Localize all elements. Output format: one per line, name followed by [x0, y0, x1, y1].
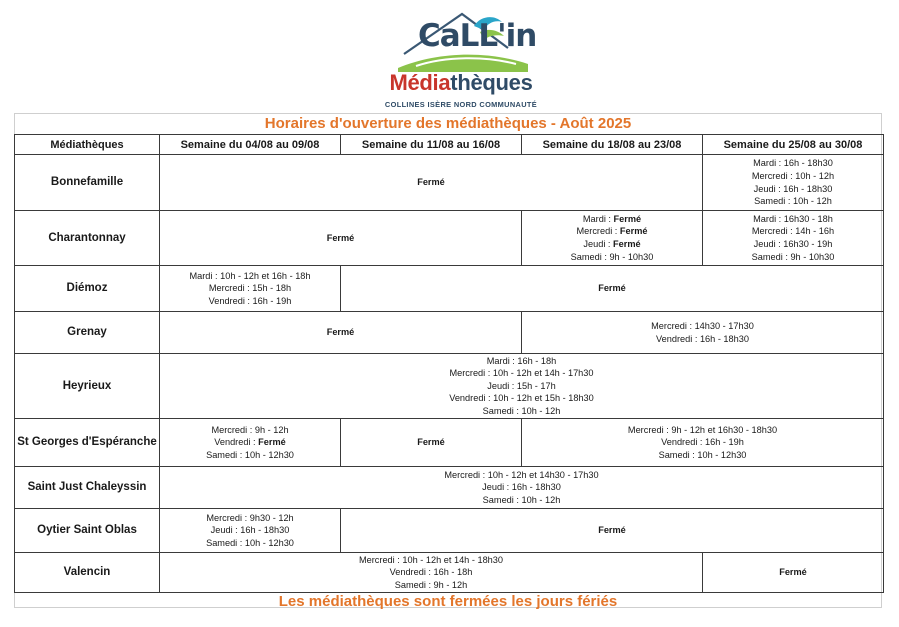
hours-line: [524, 449, 881, 462]
hours-value: 9h30 - 12h: [249, 512, 294, 523]
library-name: Grenay: [15, 312, 160, 354]
hours-value: 10h - 12h: [792, 196, 832, 207]
hours-line: [162, 392, 881, 405]
hours-line: [524, 333, 881, 346]
day-label: Samedi :: [754, 196, 793, 207]
library-row: [15, 354, 884, 419]
hours-value: 9h - 12h: [254, 424, 289, 435]
library-row: [15, 553, 884, 593]
hours-cell: [160, 266, 341, 312]
hours-value: 9h - 10h30: [790, 251, 835, 262]
hours-value: 15h - 17h: [516, 380, 556, 391]
hours-line: [705, 225, 881, 238]
hours-line: [705, 183, 881, 196]
header-week-2: Semaine du 11/08 au 16/08: [341, 135, 522, 155]
logo-title-part2: thèques: [450, 70, 533, 95]
hours-value: 9h - 10h30: [609, 251, 654, 262]
day-label: Mercredi :: [211, 424, 255, 435]
hours-value: 10h - 12h et 14h - 18h30: [402, 554, 504, 565]
day-label: Samedi :: [394, 579, 434, 590]
hours-value: 14h - 16h: [795, 226, 835, 237]
hours-line: [162, 494, 881, 507]
library-row: [15, 419, 884, 467]
library-row: [15, 312, 884, 354]
day-label: Mercredi :: [444, 469, 488, 480]
library-name: Diémoz: [15, 266, 160, 312]
hours-line: [162, 579, 700, 592]
day-label: Mardi :: [582, 213, 614, 224]
hours-cell: [522, 312, 884, 354]
hours-line: [524, 424, 881, 437]
day-label: Vendredi :: [449, 393, 494, 404]
hours-line: [705, 238, 881, 251]
hours-line: [162, 436, 338, 449]
hours-cell: [522, 419, 884, 467]
hours-line: [162, 481, 881, 494]
day-label: Vendredi :: [214, 437, 259, 448]
library-row: [15, 509, 884, 553]
day-label: Samedi :: [206, 537, 245, 548]
hours-line: [524, 225, 700, 238]
hours-line: [705, 213, 881, 226]
day-label: Jeudi :: [482, 482, 512, 493]
hours-line: [162, 537, 338, 550]
hours-cell: [703, 155, 884, 211]
day-label: Samedi :: [206, 449, 245, 460]
hours-value: Fermé: [613, 213, 642, 224]
library-name: Heyrieux: [15, 354, 160, 419]
hours-value: 15h - 18h: [252, 283, 292, 294]
hours-value: 10h - 12h et 16h - 18h: [220, 270, 311, 281]
hours-line: [705, 251, 881, 264]
hours-value: 16h - 18h30: [511, 482, 561, 493]
day-label: Samedi :: [482, 405, 522, 416]
hours-line: [524, 213, 700, 226]
hours-value: 16h30 - 18h: [783, 213, 833, 224]
day-label: Jeudi :: [210, 525, 241, 536]
library-name: St Georges d'Espéranche: [15, 419, 160, 467]
header-week-4: Semaine du 25/08 au 30/08: [703, 135, 884, 155]
hours-cell: [160, 354, 884, 419]
library-name: Saint Just Chaleyssin: [15, 467, 160, 509]
header-week-1: Semaine du 04/08 au 09/08: [160, 135, 341, 155]
closed-cell: Fermé: [341, 419, 522, 467]
day-label: Samedi :: [751, 251, 791, 262]
library-name: Bonnefamille: [15, 155, 160, 211]
hours-line: [524, 238, 700, 251]
hours-cell: [160, 467, 884, 509]
hours-cell: [160, 509, 341, 553]
hours-line: [162, 469, 881, 482]
hours-value: 9h - 12h: [433, 579, 468, 590]
day-label: Mardi :: [486, 355, 518, 366]
hours-value: 10h - 12h: [795, 170, 835, 181]
library-row: [15, 467, 884, 509]
day-label: Mardi :: [753, 213, 784, 224]
hours-value: 10h - 12h et 15h - 18h30: [493, 393, 594, 404]
hours-value: Fermé: [258, 437, 286, 448]
hours-line: [162, 524, 338, 537]
day-label: Samedi :: [570, 251, 610, 262]
hours-cell: [160, 419, 341, 467]
day-label: Jeudi :: [487, 380, 517, 391]
hours-value: 14h30 - 17h30: [694, 320, 754, 331]
hours-value: 16h - 18h30: [699, 333, 749, 344]
schedule-body: [15, 155, 884, 593]
library-row: [15, 211, 884, 266]
hours-value: Fermé: [613, 239, 641, 249]
hours-line: [162, 270, 338, 283]
hours-value: 16h - 18h30: [783, 158, 833, 169]
hours-cell: [703, 211, 884, 266]
day-label: Samedi :: [658, 449, 698, 460]
day-label: Vendredi :: [389, 567, 434, 578]
hours-line: [162, 295, 338, 308]
day-label: Vendredi :: [661, 437, 706, 448]
closed-cell: Fermé: [160, 155, 703, 211]
day-label: Vendredi :: [208, 295, 253, 306]
day-label: Mercredi :: [208, 283, 253, 294]
header-library: Médiathèques: [15, 135, 160, 155]
closed-cell: Fermé: [160, 211, 522, 266]
hours-value: 10h - 12h et 14h - 17h30: [492, 368, 594, 379]
hours-line: [162, 380, 881, 393]
day-label: Mercredi :: [358, 554, 403, 565]
hours-value: 16h - 18h: [517, 355, 557, 366]
hours-line: [162, 449, 338, 462]
hours-value: 16h - 19h: [252, 295, 292, 306]
logo-subtitle: COLLINES ISÈRE NORD COMMUNAUTÉ: [384, 100, 538, 109]
closed-cell: Fermé: [160, 312, 522, 354]
day-label: Vendredi :: [656, 333, 700, 344]
day-label: Mercredi :: [751, 170, 796, 181]
hours-value: 16h - 18h30: [783, 183, 833, 194]
schedule-table: [14, 134, 884, 593]
day-label: Jeudi :: [583, 239, 614, 249]
hours-line: [162, 554, 700, 567]
day-label: Mercredi :: [576, 226, 620, 237]
hours-line: [524, 251, 700, 264]
hours-line: [162, 424, 338, 437]
hours-value: 16h - 19h: [705, 437, 744, 448]
hours-value: 10h - 12h et 14h30 - 17h30: [487, 469, 599, 480]
day-label: Mercredi :: [449, 368, 493, 379]
day-label: Mardi :: [189, 270, 221, 281]
hours-line: [162, 367, 881, 380]
hours-line: [162, 512, 338, 525]
hours-value: 10h - 12h: [521, 494, 561, 505]
hours-line: [524, 320, 881, 333]
day-label: Jeudi :: [753, 183, 784, 194]
logo-title: [376, 70, 546, 96]
day-label: Jeudi :: [753, 239, 784, 249]
day-label: Mercredi :: [627, 424, 672, 435]
closed-cell: Fermé: [703, 553, 884, 593]
hours-line: [162, 405, 881, 418]
logo-title-part1: Média: [389, 70, 451, 95]
closed-cell: Fermé: [341, 509, 884, 553]
hours-value: 16h - 18h: [433, 567, 473, 578]
hours-cell: [160, 553, 703, 593]
hours-line: [162, 566, 700, 579]
library-row: [15, 266, 884, 312]
page-title: Horaires d'ouverture des médiathèques - Août 2025: [264, 115, 632, 132]
hours-value: 9h - 12h et 16h30 - 18h30: [671, 424, 778, 435]
header-row: [15, 135, 884, 155]
hours-value: 10h - 12h: [521, 405, 561, 416]
hours-value: 10h - 12h30: [697, 449, 747, 460]
holiday-note: Les médiathèques sont fermées les jours fériés: [278, 593, 618, 610]
day-label: Mardi :: [753, 158, 784, 169]
library-name: Charantonnay: [15, 211, 160, 266]
hours-cell: [522, 211, 703, 266]
callin-logo: [376, 6, 546, 112]
hours-line: [162, 355, 881, 368]
hours-value: 10h - 12h30: [244, 449, 294, 460]
hours-line: [705, 157, 881, 170]
header-week-3: Semaine du 18/08 au 23/08: [522, 135, 703, 155]
day-label: Mercredi :: [651, 320, 695, 331]
hours-line: [705, 170, 881, 183]
hours-line: [705, 195, 881, 208]
hours-line: [524, 436, 881, 449]
hours-value: Fermé: [619, 226, 648, 237]
logo-brand-text: CaLL'in: [418, 18, 537, 54]
library-row: [15, 155, 884, 211]
day-label: Mercredi :: [751, 226, 796, 237]
day-label: Mercredi :: [206, 512, 250, 523]
day-label: Samedi :: [482, 494, 522, 505]
hours-value: 10h - 12h30: [244, 537, 294, 548]
library-name: Valencin: [15, 553, 160, 593]
closed-cell: Fermé: [341, 266, 884, 312]
hours-value: 16h - 18h30: [240, 525, 290, 536]
hours-value: 16h30 - 19h: [783, 239, 833, 249]
hours-line: [162, 282, 338, 295]
library-name: Oytier Saint Oblas: [15, 509, 160, 553]
